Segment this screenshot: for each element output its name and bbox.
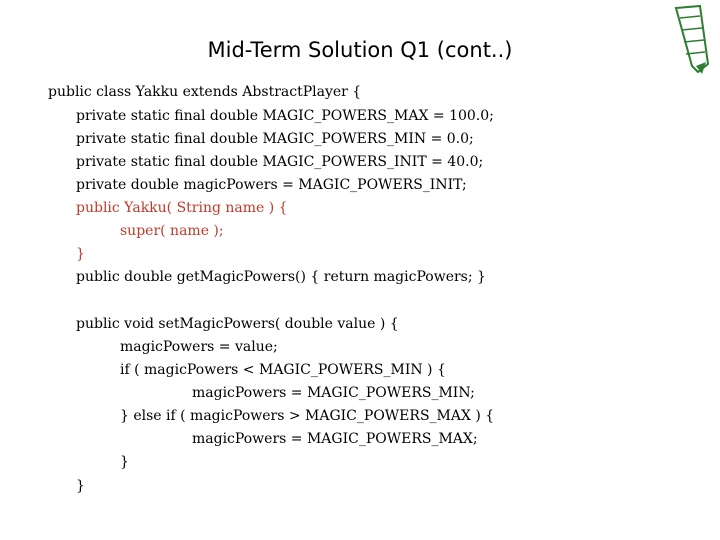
code-line: public class Yakku extends AbstractPlayer { xyxy=(48,84,362,100)
code-line: } xyxy=(76,478,85,494)
code-line-super-call: super( name ); xyxy=(120,223,224,239)
code-line: private static final double MAGIC_POWERS_MIN = 0.0; xyxy=(76,131,474,147)
slide-title: Mid-Term Solution Q1 (cont..) xyxy=(207,38,513,62)
code-line: public void setMagicPowers( double value ) { xyxy=(76,316,399,332)
code-line: magicPowers = MAGIC_POWERS_MIN; xyxy=(192,385,475,401)
code-line: } else if ( magicPowers > MAGIC_POWERS_MAX ) { xyxy=(120,408,495,424)
code-line: private double magicPowers = MAGIC_POWERS_INIT; xyxy=(76,177,467,193)
code-line: magicPowers = value; xyxy=(120,339,278,355)
code-line: public double getMagicPowers() { return magicPowers; } xyxy=(76,269,486,285)
code-line: magicPowers = MAGIC_POWERS_MAX; xyxy=(192,431,478,447)
code-line: } xyxy=(120,454,129,470)
code-line: private static final double MAGIC_POWERS_INIT = 40.0; xyxy=(76,154,484,170)
code-line-constructor: public Yakku( String name ) { xyxy=(76,200,288,216)
code-line: private static final double MAGIC_POWERS_MAX = 100.0; xyxy=(76,108,494,124)
code-line: if ( magicPowers < MAGIC_POWERS_MIN ) { xyxy=(120,362,446,378)
code-line-constructor-close: } xyxy=(76,246,85,262)
